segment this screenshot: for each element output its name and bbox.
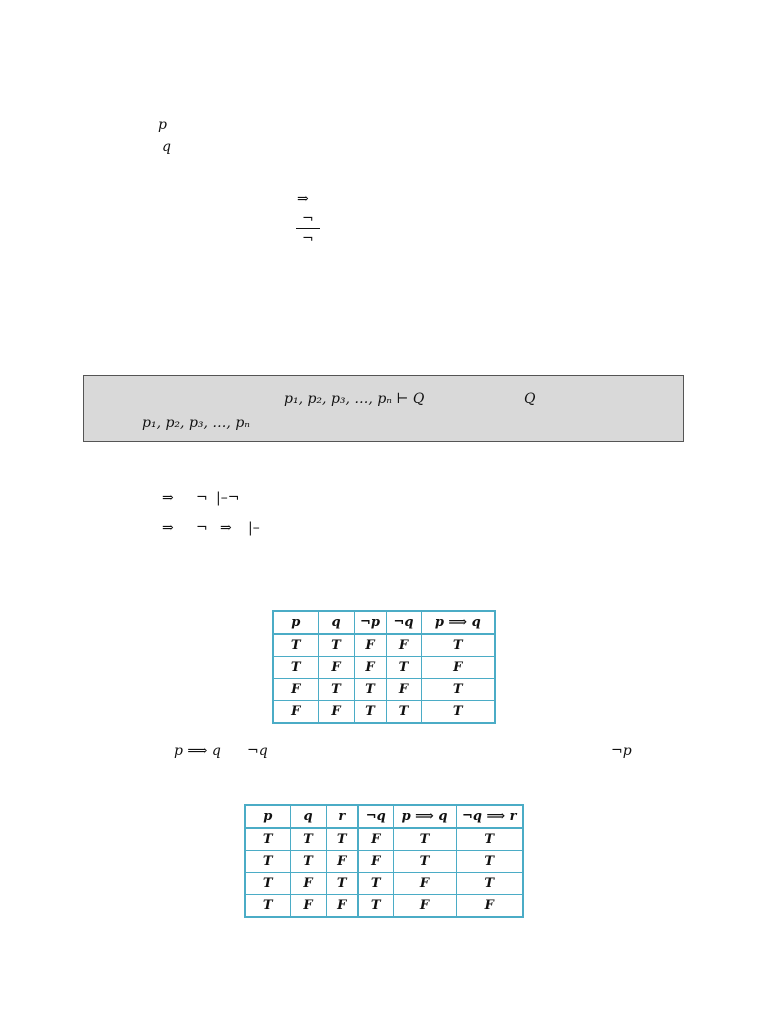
table1-cell: F	[386, 679, 421, 701]
table2-cell: T	[456, 828, 523, 851]
table1-cell: T	[354, 679, 386, 701]
table2-cell: F	[393, 873, 456, 895]
table2-header-row	[245, 805, 523, 828]
table1-cell: T	[421, 679, 495, 701]
table1-cell: F	[273, 701, 318, 724]
premises-expression: p₁, p₂, p₃, …, pₙ ⊢ Q	[284, 391, 425, 407]
table2-cell: T	[245, 873, 290, 895]
table2-cell: F	[326, 851, 358, 873]
table1-cell: T	[421, 701, 495, 724]
table2-row	[245, 895, 523, 918]
table1-header-cell: p ⟹ q	[421, 611, 495, 634]
table1-cell: T	[421, 634, 495, 657]
conclusion-q: Q	[524, 391, 536, 407]
table2-cell: T	[245, 851, 290, 873]
table1-cell: T	[273, 634, 318, 657]
definition-box	[83, 375, 684, 442]
between-expr-neg-p: ¬p	[611, 743, 632, 759]
table2-cell: T	[245, 828, 290, 851]
var-q: q	[162, 139, 171, 155]
between-expr-implication: p ⟹ q	[174, 743, 221, 759]
table1-cell: T	[386, 657, 421, 679]
table2-header-cell: ¬q	[358, 805, 393, 828]
table2-cell: F	[326, 895, 358, 918]
var-p: p	[158, 117, 167, 133]
table2-cell: T	[456, 851, 523, 873]
table2-cell: F	[456, 895, 523, 918]
table1-row	[273, 701, 495, 724]
table1-cell: T	[318, 679, 354, 701]
table2-cell: F	[290, 895, 326, 918]
table1-cell: F	[421, 657, 495, 679]
table2-cell: T	[290, 851, 326, 873]
table1-cell: F	[318, 701, 354, 724]
table2-cell: T	[326, 873, 358, 895]
table1-cell: F	[273, 679, 318, 701]
negation-symbol-2: ¬	[302, 231, 314, 247]
table2-cell: T	[245, 895, 290, 918]
table1-header-cell: ¬q	[386, 611, 421, 634]
table1-row	[273, 634, 495, 657]
table1-row	[273, 657, 495, 679]
implies-symbol: ⇒	[297, 191, 309, 207]
table1-header-cell: ¬p	[354, 611, 386, 634]
table2-cell: T	[326, 828, 358, 851]
table2-cell: F	[358, 851, 393, 873]
table2-cell: T	[358, 873, 393, 895]
table2-cell: T	[393, 828, 456, 851]
rule1-implies: ⇒	[162, 490, 174, 506]
rule1-neg: ¬	[196, 490, 208, 506]
table2-cell: F	[290, 873, 326, 895]
table1-cell: T	[354, 701, 386, 724]
table1-cell: F	[386, 634, 421, 657]
rule2-neg: ¬	[196, 520, 208, 536]
table1-row	[273, 679, 495, 701]
between-expr-neg-q: ¬q	[247, 743, 268, 759]
negation-symbol-1: ¬	[302, 211, 314, 227]
table1-cell: T	[318, 634, 354, 657]
rule2-implies2: ⇒	[220, 520, 232, 536]
table1-header-row	[273, 611, 495, 634]
table2-row	[245, 828, 523, 851]
table2-cell: T	[393, 851, 456, 873]
premises-list: p₁, p₂, p₃, …, pₙ	[142, 415, 250, 431]
table2-cell: F	[358, 828, 393, 851]
table2-cell: T	[290, 828, 326, 851]
table1-cell: F	[318, 657, 354, 679]
table2-cell: T	[358, 895, 393, 918]
rule2-implies: ⇒	[162, 520, 174, 536]
table2-row	[245, 873, 523, 895]
table2-header-cell: r	[326, 805, 358, 828]
table1-header-cell: p	[273, 611, 318, 634]
truth-table-2	[244, 804, 524, 918]
table1-cell: T	[273, 657, 318, 679]
table1-cell: F	[354, 634, 386, 657]
table2-header-cell: q	[290, 805, 326, 828]
rule1-turnstile-neg: |–¬	[216, 490, 240, 506]
table2-header-cell: p ⟹ q	[393, 805, 456, 828]
table2-cell: F	[393, 895, 456, 918]
table2-header-cell: p	[245, 805, 290, 828]
rule2-turnstile: |–	[248, 520, 260, 536]
table1-header-cell: q	[318, 611, 354, 634]
table1-cell: F	[354, 657, 386, 679]
table2-cell: T	[456, 873, 523, 895]
inference-line	[296, 228, 320, 229]
table2-row	[245, 851, 523, 873]
table1-cell: T	[386, 701, 421, 724]
table2-header-cell: ¬q ⟹ r	[456, 805, 523, 828]
truth-table-1	[272, 610, 496, 724]
